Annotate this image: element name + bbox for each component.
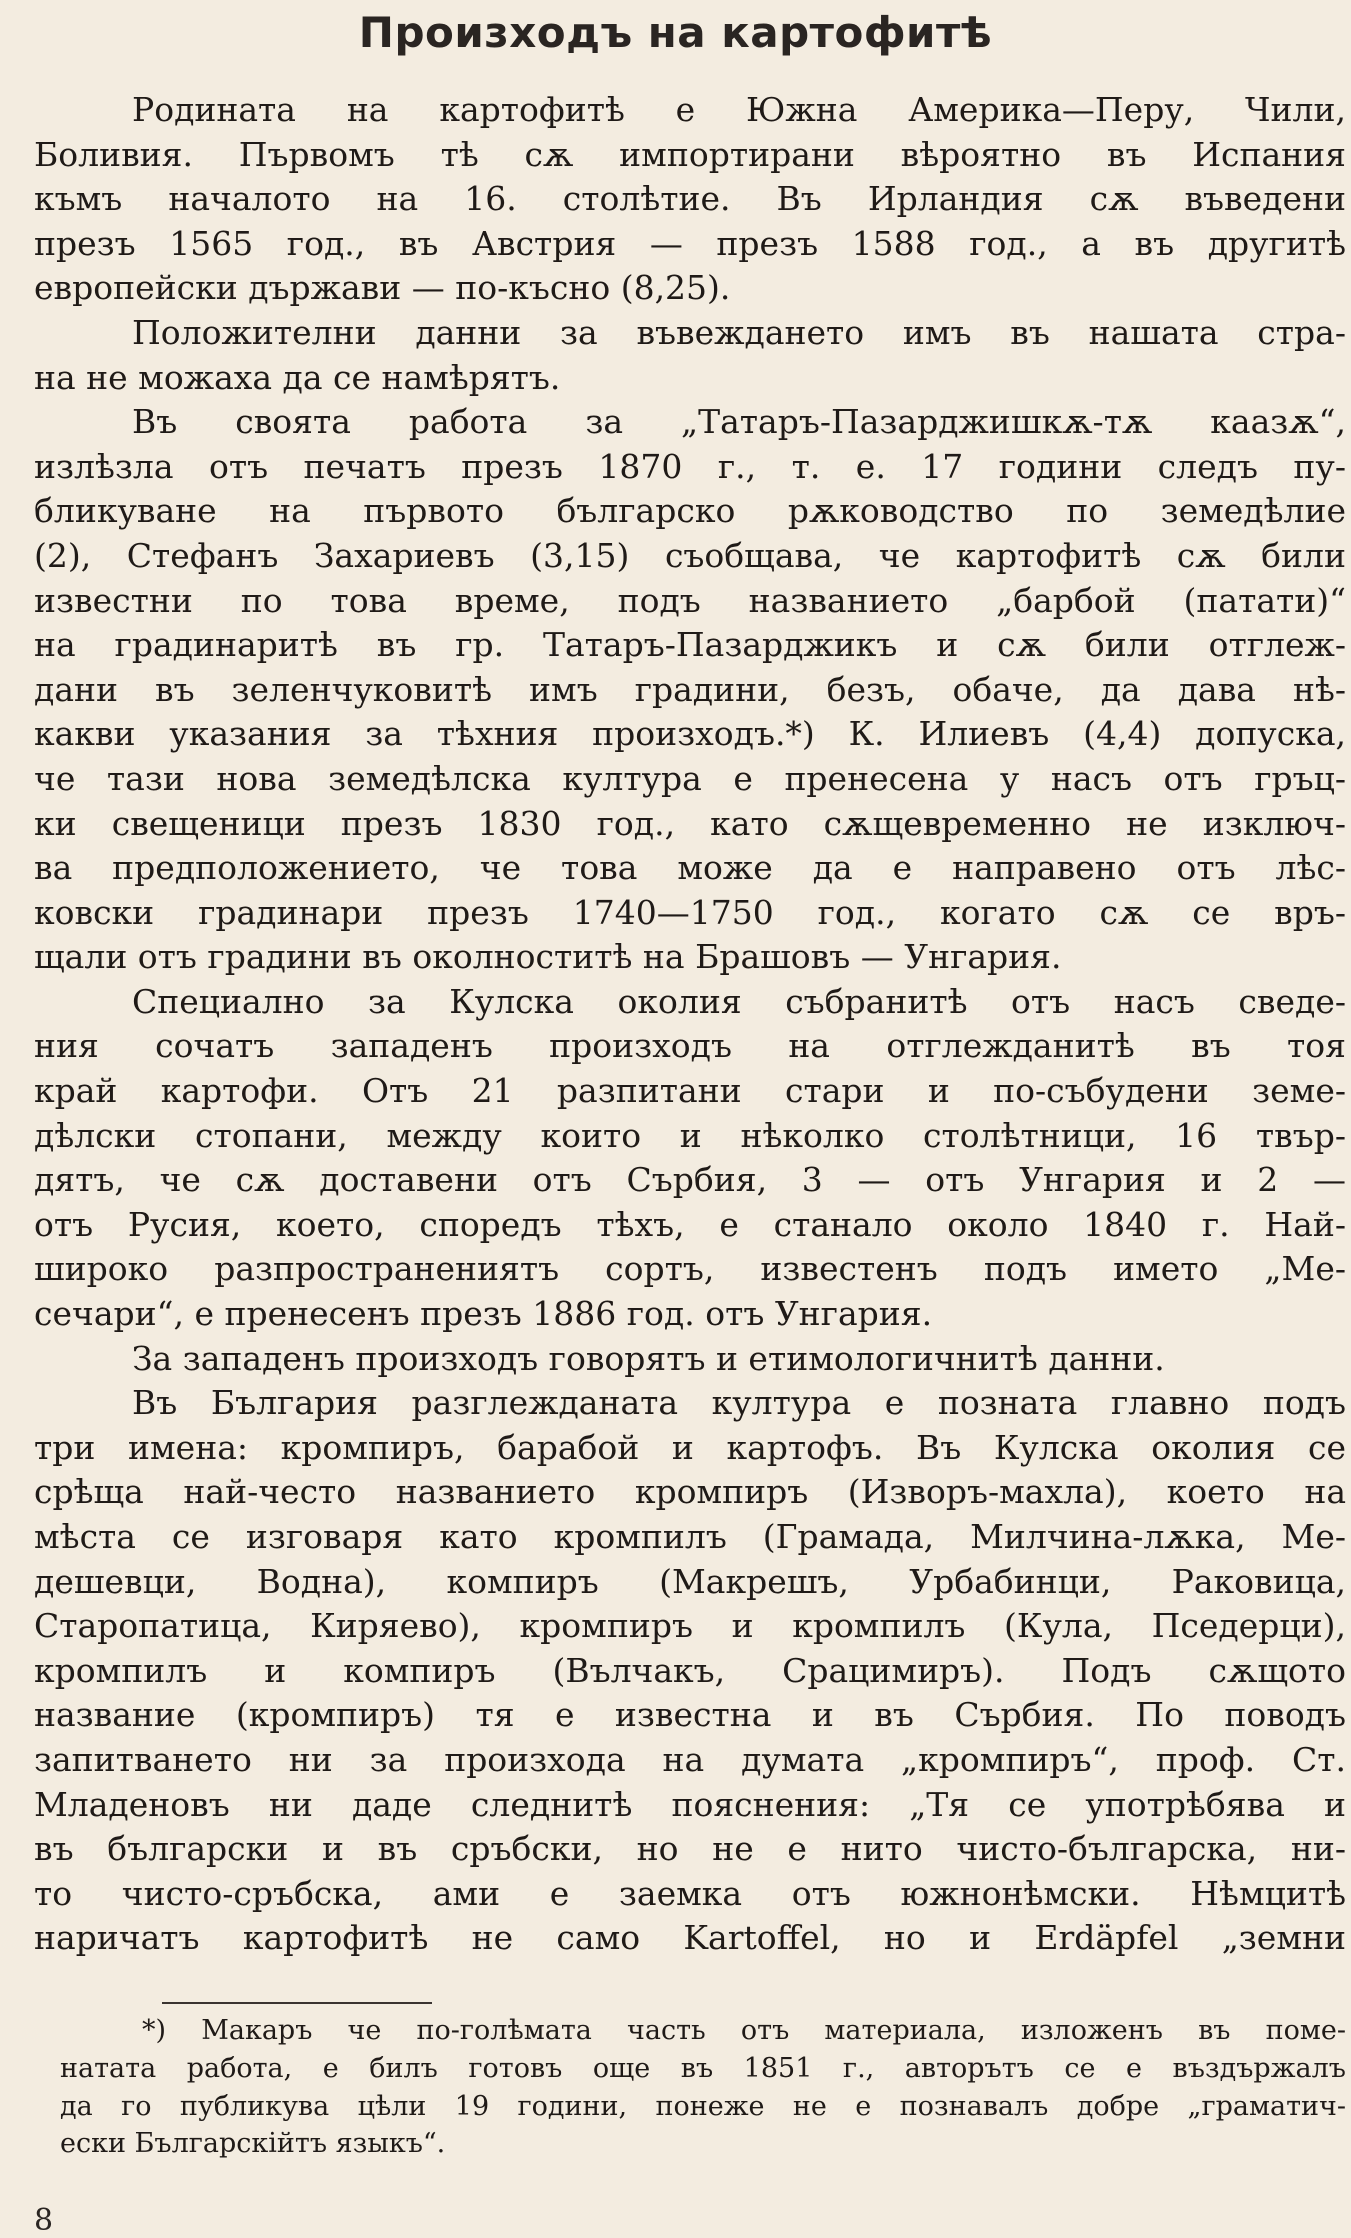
text-line: запитването ни за произхода на думата „кромпиръ“, проф. Ст.	[34, 1739, 1346, 1779]
text-line: Младеновъ ни даде следнитѣ пояснения: „Тя се употрѣбява и	[34, 1784, 1346, 1824]
text-line: название (кромпиръ) тя е известна и въ Сърбия. По поводъ	[34, 1695, 1346, 1735]
page-title: Произходъ на картофитѣ	[358, 8, 993, 57]
text-line: на не можаха да се намѣрятъ.	[34, 357, 561, 397]
page-number: 8	[34, 2203, 54, 2238]
text-line: щали отъ градини въ околноститѣ на Брашовъ — Унгария.	[34, 937, 1062, 977]
text-line: Въ своята работа за „Татаръ-Пазарджишкѫ-тѫ каазѫ“,	[132, 402, 1346, 442]
text-line: Въ България разглежданата култура е позната главно подъ	[132, 1383, 1346, 1423]
text-line: Специално за Кулска околия събранитѣ отъ насъ сведе-	[132, 981, 1346, 1021]
text-line: дѣлски стопани, между които и нѣколко столѣтници, 16 твър-	[34, 1115, 1346, 1155]
footnote-divider	[162, 2002, 432, 2004]
text-line: широко разпространениятъ сортъ, известенъ подъ името „Ме-	[34, 1249, 1346, 1289]
text-line: ки свещеници презъ 1830 год., като сѫщевременно не изключ-	[34, 803, 1346, 843]
text-line: известни по това време, подъ названието „барбой (патати)“	[34, 580, 1346, 620]
text-line: отъ Русия, което, споредъ тѣхъ, е станало около 1840 г. Най-	[34, 1204, 1346, 1244]
text-line: (2), Стефанъ Захариевъ (3,15) съобщава, че картофитѣ сѫ били	[34, 535, 1346, 575]
text-line: срѣща най-често названието кромпиръ (Изворъ-махла), което на	[34, 1472, 1346, 1512]
text-line: че тази нова земедѣлска култура е пренесена у насъ отъ гръц-	[34, 758, 1346, 798]
text-line: бликуване на първото българско рѫководство по земедѣлие	[34, 491, 1346, 531]
text-line: три имена: кромпиръ, барабой и картофъ. Въ Кулска околия се	[34, 1427, 1346, 1467]
text-line: европейски държави — по-късно (8,25).	[34, 268, 731, 308]
text-line: мѣста се изговаря като кромпилъ (Грамада, Милчина-лѫка, Ме-	[34, 1517, 1346, 1556]
text-line: то чисто-сръбска, ами е заемка отъ южнонѣмски. Нѣмцитѣ	[34, 1873, 1346, 1913]
text-line: дани въ зеленчуковитѣ имъ градини, безъ, обаче, да дава нѣ-	[34, 669, 1346, 709]
footnote-line: натата работа, е билъ готовъ още въ 1851 г., авторътъ се е въздържалъ	[60, 2052, 1346, 2084]
text-line: ва предположението, че това може да е направено отъ лѣс-	[34, 848, 1346, 888]
footnote-line: да го публикува цѣли 19 години, понеже не е познавалъ добре „граматич-	[60, 2090, 1346, 2122]
footnote	[60, 2012, 1346, 2163]
footnote-line: ески Българскійтъ языкъ“.	[60, 2128, 446, 2160]
text-line: сечари“, е пренесенъ презъ 1886 год. отъ Унгария.	[34, 1294, 933, 1334]
text-line: За западенъ произходъ говорятъ и етимологичнитѣ данни.	[132, 1338, 1165, 1378]
main-text	[34, 88, 1346, 1961]
text-line: въ български и въ сръбски, но не е нито чисто-българска, ни-	[34, 1829, 1346, 1869]
text-line: излѣзла отъ печатъ презъ 1870 г., т. е. 17 години следъ пу-	[34, 446, 1346, 486]
text-line: какви указания за тѣхния произходъ.*) К. Илиевъ (4,4) допуска,	[34, 714, 1346, 754]
text-line: кромпилъ и компиръ (Вълчакъ, Срацимиръ). Подъ сѫщото	[34, 1650, 1346, 1690]
text-line: Положителни данни за въвеждането имъ въ нашата стра-	[132, 312, 1346, 352]
text-line: Родината на картофитѣ е Южна Америка—Перу, Чили,	[132, 90, 1346, 129]
text-line: край картофи. Отъ 21 разпитани стари и по-събудени земе-	[34, 1071, 1346, 1111]
text-line: презъ 1565 год., въ Австрия — презъ 1588 год., а въ другитѣ	[34, 223, 1346, 263]
text-line: наричатъ картофитѣ не само Kartoffel, но и Erdäpfel „земни	[34, 1918, 1346, 1958]
text-line: ковски градинари презъ 1740—1750 год., когато сѫ се връ-	[34, 892, 1346, 932]
text-line: дятъ, че сѫ доставени отъ Сърбия, 3 — отъ Унгария и 2 —	[34, 1160, 1346, 1200]
footnote-line: *) Макаръ че по-голѣмата часть отъ материала, изложенъ въ поме-	[142, 2015, 1346, 2046]
text-line: Старопатица, Киряево), кромпиръ и кромпилъ (Кула, Пседерци),	[34, 1606, 1346, 1646]
text-line: на градинаритѣ въ гр. Татаръ-Пазарджикъ и сѫ били отглеж-	[34, 625, 1346, 665]
text-line: Боливия. Първомъ тѣ сѫ импортирани вѣроятно въ Испания	[34, 134, 1346, 174]
text-line: къмъ началото на 16. столѣтие. Въ Ирландия сѫ въведени	[34, 179, 1346, 219]
text-line: дешевци, Водна), компиръ (Макрешъ, Урбабинци, Раковица,	[34, 1561, 1346, 1601]
text-line: ния сочатъ западенъ произходъ на отглежданитѣ въ тоя	[34, 1026, 1346, 1066]
